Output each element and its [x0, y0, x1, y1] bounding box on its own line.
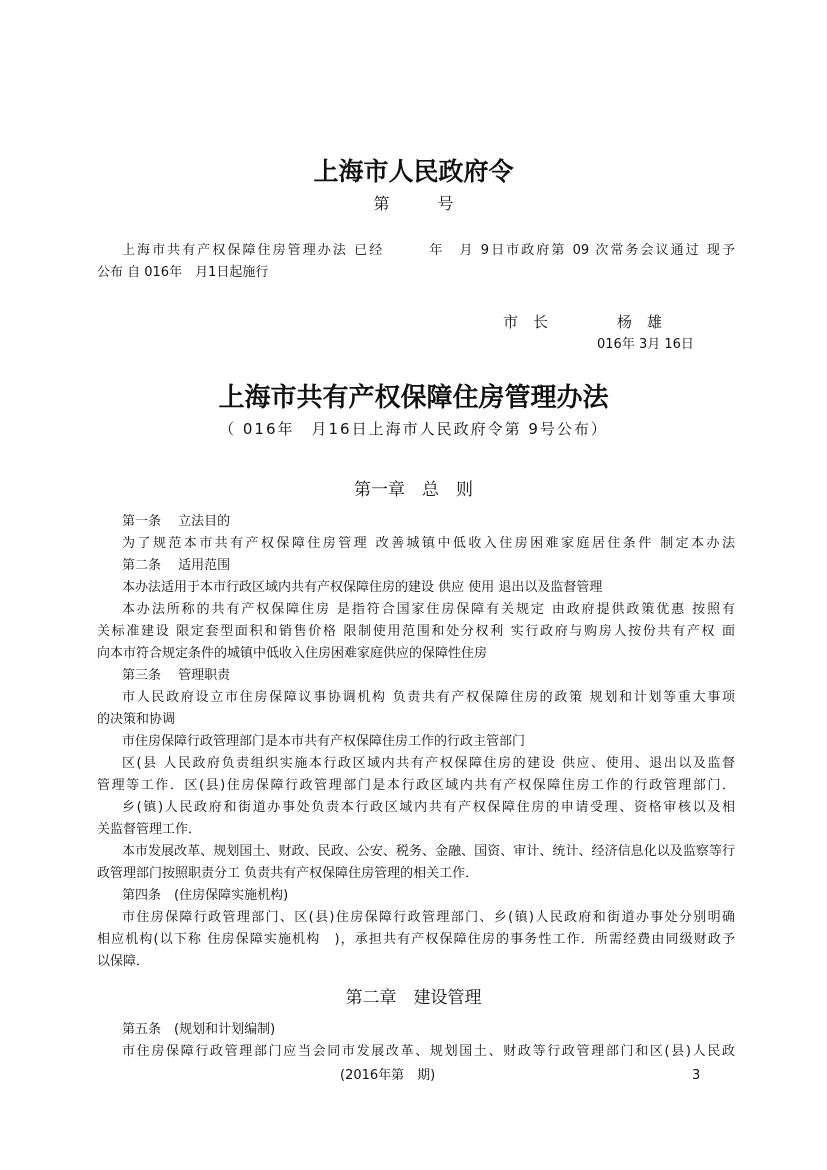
body-line: 管理等工作．区(县)住房保障行政管理部门是本行政区域内共有产权保障住房工作的行政管理部门．: [97, 778, 735, 793]
sign-date: 016年 3月 16日: [597, 337, 694, 352]
body-line: 为了规范本市共有产权保障住房管理 改善城镇中低收入住房困难家庭居住条件 制定本办法: [122, 536, 735, 551]
document-title: 上海市共有产权保障住房管理办法: [218, 383, 609, 413]
body-line: 市住房保障行政管理部门应当会同市发展改革、规划国土、财政等行政管理部门和区(县)人民政: [122, 1044, 735, 1059]
body-line: 市人民政府设立市住房保障议事协调机构 负责共有产权保障住房的政策 规划和计划等重大事项: [122, 690, 735, 705]
body-line: 相应机构(以下称 住房保障实施机构 )，承担共有产权保障住房的事务性工作．所需经费由同级财政予: [97, 932, 735, 947]
document-subtitle: （ 016年 月16日上海市人民政府令第 9号公布）: [219, 420, 608, 438]
body-line: 第四条 (住房保障实施机构): [122, 888, 289, 903]
mayor-label: 市 长: [503, 313, 549, 331]
decree-title: 上海市人民政府令: [313, 157, 514, 186]
body-line: 区(县 人民政府负责组织实施本行政区域内共有产权保障住房的建设 供应、使用、退出以及监督: [122, 756, 735, 771]
mayor-name: 杨 雄: [617, 313, 663, 331]
chapter-heading: 第一章 总 则: [354, 480, 473, 500]
body-line: 市住房保障行政管理部门、区(县)住房保障行政管理部门、乡(镇)人民政府和街道办事处分别明确: [122, 910, 735, 925]
body-line: 本办法适用于本市行政区域内共有产权保障住房的建设 供应 使用 退出以及监督管理: [122, 580, 603, 595]
promulgation-line: 上海市共有产权保障住房管理办法 已经 年 月 9日市政府第 09 次常务会议通过 现予: [122, 243, 735, 258]
body-line: 乡(镇)人民政府和街道办事处负责本行政区域内共有产权保障住房的申请受理、资格审核以及相: [122, 800, 735, 815]
chapter-heading: 第二章 建设管理: [345, 988, 482, 1008]
body-line: 第一条 立法目的: [122, 514, 231, 529]
body-line: 政管理部门按照职责分工 负责共有产权保障住房管理的相关工作．: [97, 866, 479, 881]
decree-number: 第 号: [373, 194, 454, 213]
body-line: 本市发展改革、规划国土、财政、民政、公安、税务、金融、国资、审计、统计、经济信息化以及监察等行: [122, 844, 735, 859]
body-line: 本办法所称的共有产权保障住房 是指符合国家住房保障有关规定 由政府提供政策优惠 按照有: [122, 602, 735, 617]
body-line: 第二条 适用范围: [122, 558, 231, 573]
body-line: 第三条 管理职责: [122, 668, 231, 683]
body-line: 第五条 (规划和计划编制): [122, 1022, 276, 1037]
issue-label: (2016年第 期): [340, 1068, 436, 1083]
body-line: 关标准建设 限定套型面积和销售价格 限制使用范围和处分权利 实行政府与购房人按份共有产权 面: [97, 624, 735, 639]
body-line: 关监督管理工作．: [97, 822, 202, 837]
promulgation-line: 公布 自 016年 月1日起施行: [97, 265, 269, 280]
body-line: 的决策和协调: [97, 712, 176, 727]
page-number: 3: [692, 1068, 701, 1083]
body-line: 向本市符合规定条件的城镇中低收入住房困难家庭供应的保障性住房: [97, 646, 488, 661]
body-line: 以保障．: [97, 954, 150, 969]
body-line: 市住房保障行政管理部门是本市共有产权保障住房工作的行政主管部门: [122, 734, 526, 749]
